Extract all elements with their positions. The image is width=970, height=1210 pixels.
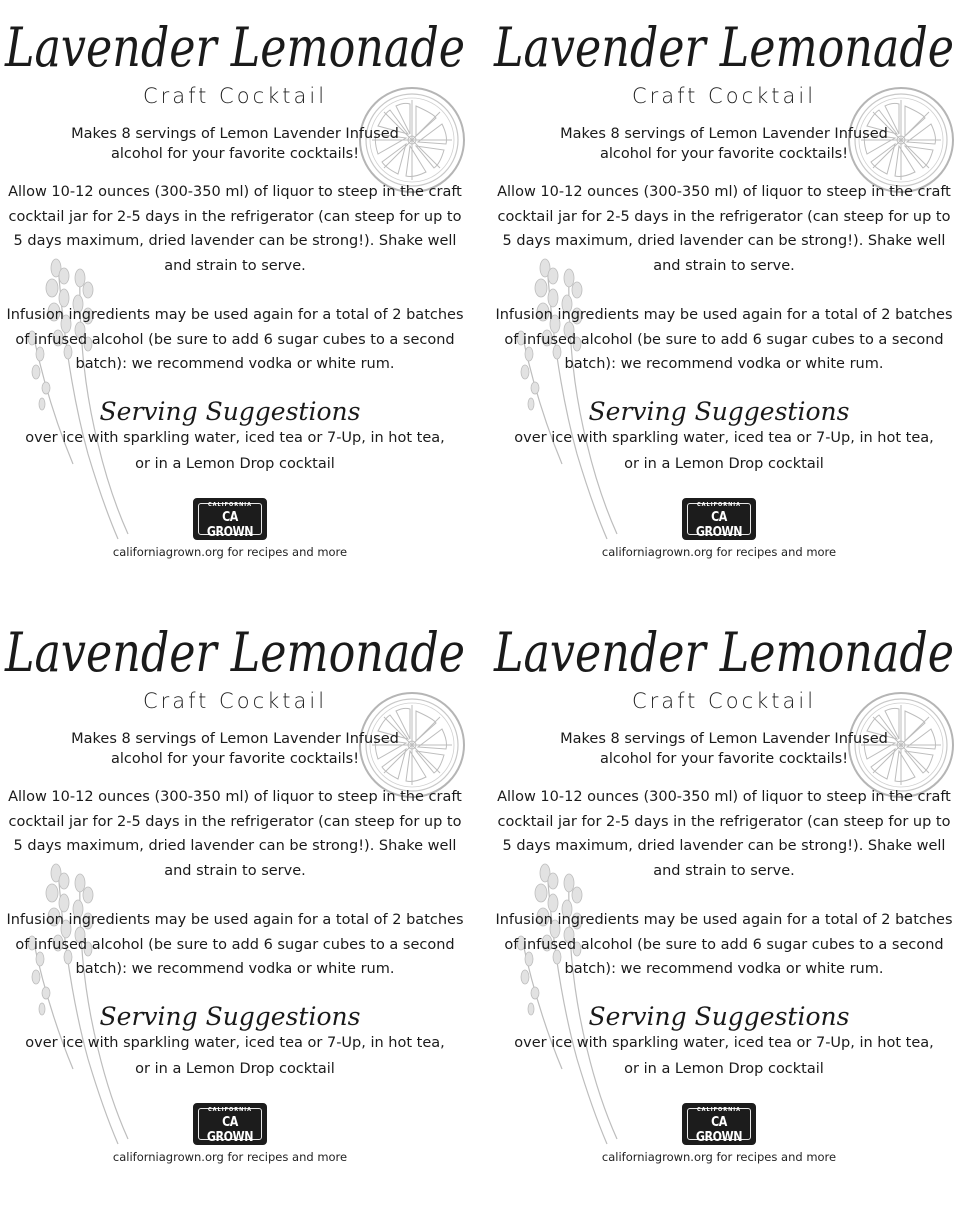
serving-line: or in a Lemon Drop cocktail [135,456,335,472]
card-title [0,0,470,92]
servings-line: Makes 8 servings of Lemon Lavender Infused [560,731,888,747]
reuse-instructions: Infusion ingredients may be used again for a total of 2 batches of infused alcohol (be sure to add 6 sugar cubes to a second batch): we recommend vodka or white rum. [495,307,953,372]
reuse-instructions: Infusion ingredients may be used again for a total of 2 batches of infused alcohol (be sure to add 6 sugar cubes to a second batch): we recommend vodka or white rum. [495,912,953,977]
servings-line: alcohol for your favorite cocktails! [599,146,849,162]
badge-state-label: CALIFORNIA [207,502,253,508]
website-text: californiagrown.org for recipes and more [112,545,348,559]
serving-suggestions-text [10,425,460,477]
card-subtitle: Craft Cocktail [631,689,817,713]
serving-suggestions-text [499,1030,949,1082]
svg-text:Serving Suggestions: Serving Suggestions [588,397,850,426]
steep-instructions: Allow 10-12 ounces (300-350 ml) of liquor to steep in the craft cocktail jar for 2-5 days in the refrigerator (can steep for up to 5 days maximum, dried lavender can be strong!). Shake well and strain to serve. [8,789,462,879]
svg-text:Lavender Lemonade: Lavender Lemonade [4,621,466,684]
servings-line: Makes 8 servings of Lemon Lavender Infused [560,126,888,142]
steep-instructions: Allow 10-12 ounces (300-350 ml) of liquor to steep in the craft cocktail jar for 2-5 days in the refrigerator (can steep for up to 5 days maximum, dried lavender can be strong!). Shake well and strain to serve. [8,184,462,274]
serving-line: over ice with sparkling water, iced tea or 7-Up, in hot tea, [514,430,934,446]
svg-text:Serving Suggestions: Serving Suggestions [99,1002,361,1031]
reuse-instructions: Infusion ingredients may be used again for a total of 2 batches of infused alcohol (be sure to add 6 sugar cubes to a second batch): we recommend vodka or white rum. [6,307,464,372]
svg-text:Lavender Lemonade: Lavender Lemonade [4,16,466,79]
website-text: californiagrown.org for recipes and more [601,1150,837,1164]
recipe-card [485,0,970,605]
servings-text [509,729,939,769]
servings-line: Makes 8 servings of Lemon Lavender Infused [71,126,399,142]
serving-suggestions-text [499,425,949,477]
svg-text:Serving Suggestions: Serving Suggestions [588,1002,850,1031]
badge-state-label: CALIFORNIA [207,1107,253,1113]
serving-line: over ice with sparkling water, iced tea or 7-Up, in hot tea, [25,1035,445,1051]
servings-line: alcohol for your favorite cocktails! [110,751,360,767]
serving-line: over ice with sparkling water, iced tea or 7-Up, in hot tea, [25,430,445,446]
steep-instructions: Allow 10-12 ounces (300-350 ml) of liquor to steep in the craft cocktail jar for 2-5 days in the refrigerator (can steep for up to 5 days maximum, dried lavender can be strong!). Shake well and strain to serve. [497,789,951,879]
card-subtitle: Craft Cocktail [142,84,328,108]
serving-line: over ice with sparkling water, iced tea or 7-Up, in hot tea, [514,1035,934,1051]
ca-grown-logo [682,498,756,540]
servings-line: Makes 8 servings of Lemon Lavender Infused [71,731,399,747]
website-text: californiagrown.org for recipes and more [601,545,837,559]
website-text: californiagrown.org for recipes and more [112,1150,348,1164]
card-title [489,0,959,92]
ca-grown-logo [193,498,267,540]
reuse-instructions: Infusion ingredients may be used again for a total of 2 batches of infused alcohol (be sure to add 6 sugar cubes to a second batch): we recommend vodka or white rum. [6,912,464,977]
svg-text:Serving Suggestions: Serving Suggestions [99,397,361,426]
card-subtitle: Craft Cocktail [631,84,817,108]
serving-suggestions-text [10,1030,460,1082]
badge-main-label: CA GROWN [206,510,254,540]
badge-main-label: CA GROWN [695,510,743,540]
recipe-card [0,0,485,605]
ca-grown-logo [682,1103,756,1145]
svg-text:Lavender Lemonade: Lavender Lemonade [493,16,954,79]
ca-grown-logo [193,1103,267,1145]
servings-text [509,124,939,164]
card-subtitle: Craft Cocktail [142,689,328,713]
recipe-card [0,605,485,1210]
servings-line: alcohol for your favorite cocktails! [110,146,360,162]
badge-main-label: CA GROWN [206,1115,254,1145]
serving-line: or in a Lemon Drop cocktail [624,1061,824,1077]
recipe-card [485,605,970,1210]
serving-line: or in a Lemon Drop cocktail [135,1061,335,1077]
badge-state-label: CALIFORNIA [696,502,742,508]
card-title [0,605,470,697]
servings-line: alcohol for your favorite cocktails! [599,751,849,767]
badge-state-label: CALIFORNIA [696,1107,742,1113]
servings-text [20,729,450,769]
badge-main-label: CA GROWN [695,1115,743,1145]
servings-text [20,124,450,164]
svg-text:Lavender Lemonade: Lavender Lemonade [493,621,954,684]
card-title [489,605,959,697]
steep-instructions: Allow 10-12 ounces (300-350 ml) of liquor to steep in the craft cocktail jar for 2-5 days in the refrigerator (can steep for up to 5 days maximum, dried lavender can be strong!). Shake well and strain to serve. [497,184,951,274]
serving-line: or in a Lemon Drop cocktail [624,456,824,472]
